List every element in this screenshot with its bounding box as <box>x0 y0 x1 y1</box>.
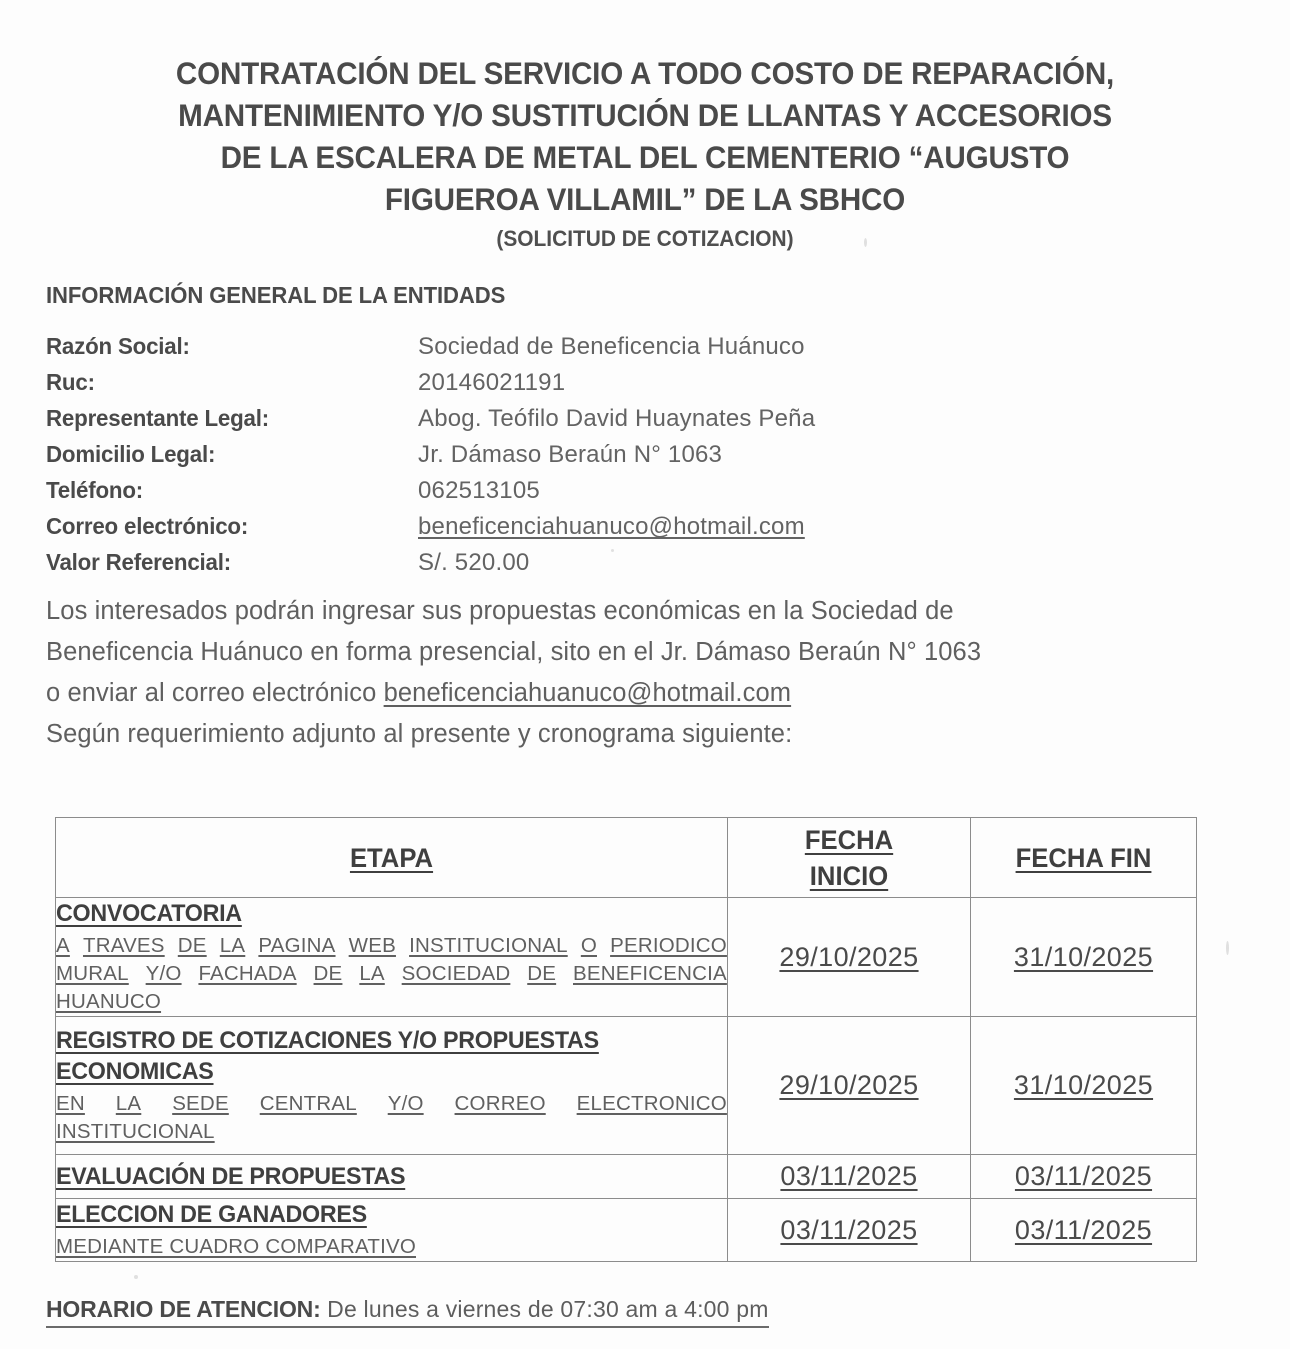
info-row-correo-electronico <box>46 513 1290 549</box>
cell-fecha-fin-convocatoria <box>971 898 1197 1017</box>
date-value: 03/11/2025 <box>780 1161 918 1191</box>
column-header-etapa-label: ETAPA <box>349 842 434 873</box>
info-label-razon-social: Razón Social: <box>46 333 190 359</box>
date-value: 29/10/2025 <box>779 941 919 972</box>
date-value: 03/11/2025 <box>780 1214 918 1245</box>
info-value-telefono: 062513105 <box>418 477 540 504</box>
date-value: 03/11/2025 <box>1014 1214 1153 1245</box>
info-label-correo-electronico: Correo electrónico: <box>46 513 249 539</box>
info-row-razon-social <box>46 333 1290 369</box>
paragraph-line-1: Los interesados podrán ingresar sus propuestas económicas en la Sociedad de <box>46 597 954 625</box>
info-row-representante-legal <box>46 405 1290 441</box>
column-header-fecha-fin <box>971 818 1197 898</box>
schedule-table-head <box>56 818 1197 898</box>
info-label-domicilio-legal: Domicilio Legal: <box>46 441 216 467</box>
table-header-row <box>56 818 1197 898</box>
etapa-subtext-eleccion <box>56 1233 727 1261</box>
etapa-title-eleccion <box>56 1199 693 1230</box>
info-value-ruc: 20146021191 <box>418 369 566 396</box>
date-value: 31/10/2025 <box>1013 941 1154 972</box>
info-value-domicilio-legal: Jr. Dámaso Beraún N° 1063 <box>418 441 723 468</box>
etapa-subtext-line-2: INSTITUCIONAL <box>56 1120 215 1143</box>
title-line-2: MANTENIMIENTO Y/O SUSTITUCIÓN DE LLANTAS Y ACCESORIOS <box>178 97 1112 133</box>
date-value: 03/11/2025 <box>1014 1161 1153 1191</box>
table-row <box>56 898 1197 1017</box>
entity-info-grid <box>46 333 1290 585</box>
etapa-title-convocatoria <box>56 898 693 929</box>
info-label-telefono: Teléfono: <box>46 477 143 503</box>
cell-fecha-fin-eleccion <box>971 1199 1197 1262</box>
horario-de-atencion <box>46 1296 769 1328</box>
cell-fecha-inicio-registro <box>728 1017 971 1155</box>
date-value: 31/10/2025 <box>1013 1070 1154 1100</box>
etapa-subtext-convocatoria <box>56 932 727 1016</box>
table-row <box>56 1155 1197 1199</box>
date-value: 29/10/2025 <box>779 1070 919 1100</box>
table-row <box>56 1199 1197 1262</box>
column-header-etapa <box>56 818 728 898</box>
etapa-title-registro <box>56 1025 693 1056</box>
schedule-table <box>55 817 1197 1262</box>
etapa-title-registro-line2-text: ECONOMICAS <box>56 1058 214 1085</box>
etapa-title-eleccion-text: ELECCION DE GANADORES <box>56 1201 367 1228</box>
cell-fecha-inicio-eleccion <box>728 1199 971 1262</box>
scan-speckle <box>611 549 614 552</box>
etapa-subtext-line-2: MURAL Y/O FACHADA DE LA SOCIEDAD DE BENEFICENCIA <box>56 962 727 985</box>
etapa-title-registro-line2 <box>56 1056 693 1087</box>
info-value-valor-referencial: S/. 520.00 <box>418 549 530 576</box>
etapa-title-convocatoria-text: CONVOCATORIA <box>56 900 242 927</box>
scan-speckle <box>134 1275 138 1279</box>
etapa-subtext-line-1: EN LA SEDE CENTRAL Y/O CORREO ELECTRONICO <box>56 1092 727 1115</box>
cell-etapa-registro <box>56 1017 728 1155</box>
column-header-fecha-inicio-line2: INICIO <box>809 860 889 891</box>
cell-fecha-fin-registro <box>971 1017 1197 1155</box>
scan-speckle <box>864 238 867 247</box>
info-value-razon-social: Sociedad de Beneficencia Huánuco <box>418 333 805 360</box>
cell-fecha-inicio-convocatoria <box>728 898 971 1017</box>
table-row <box>56 1017 1197 1155</box>
cell-etapa-eleccion <box>56 1199 728 1262</box>
column-header-fecha-fin-label: FECHA FIN <box>1015 842 1152 873</box>
etapa-subtext-registro <box>56 1090 727 1146</box>
info-row-domicilio-legal <box>46 441 1290 477</box>
etapa-title-registro-text: REGISTRO DE COTIZACIONES Y/O PROPUESTAS <box>56 1027 599 1054</box>
paragraph-email-link[interactable]: beneficenciahuanuco@hotmail.com <box>383 679 792 707</box>
info-row-valor-referencial <box>46 549 1290 585</box>
column-header-fecha-inicio-line1: FECHA <box>804 824 894 855</box>
schedule-table-body <box>56 898 1197 1262</box>
cell-fecha-fin-evaluacion <box>971 1155 1197 1199</box>
info-row-ruc <box>46 369 1290 405</box>
cell-etapa-evaluacion <box>56 1155 728 1199</box>
schedule-table-wrapper <box>55 817 1196 1262</box>
horario-label: HORARIO DE ATENCION: <box>46 1296 321 1322</box>
document-subtitle: (SOLICITUD DE COTIZACION) <box>496 226 794 251</box>
title-line-1: CONTRATACIÓN DEL SERVICIO A TODO COSTO DE REPARACIÓN, <box>175 55 1115 91</box>
info-label-representante-legal: Representante Legal: <box>46 405 270 431</box>
horario-value: De lunes a viernes de 07:30 am a 4:00 pm <box>320 1296 769 1322</box>
etapa-subtext-line-1: MEDIANTE CUADRO COMPARATIVO <box>56 1235 416 1258</box>
cell-fecha-inicio-evaluacion <box>728 1155 971 1199</box>
info-label-ruc: Ruc: <box>46 369 95 395</box>
paragraph-line-3-text: o enviar al correo electrónico <box>46 679 384 707</box>
column-header-fecha-inicio <box>728 818 971 898</box>
section-heading-entity-info: INFORMACIÓN GENERAL DE LA ENTIDADS <box>46 282 506 308</box>
etapa-title-evaluacion <box>56 1161 693 1192</box>
paragraph-line-3 <box>46 673 1244 714</box>
info-value-correo-electronico[interactable]: beneficenciahuanuco@hotmail.com <box>418 513 805 540</box>
title-line-4: FIGUEROA VILLAMIL” DE LA SBHCO <box>384 181 906 217</box>
etapa-title-evaluacion-text: EVALUACIÓN DE PROPUESTAS <box>56 1163 406 1190</box>
etapa-subtext-line-3: HUANUCO <box>56 990 162 1013</box>
paragraph-line-4: Según requerimiento adjunto al presente y cronograma siguiente: <box>46 720 793 748</box>
paragraph-line-2: Beneficencia Huánuco en forma presencial, sito en el Jr. Dámaso Beraún N° 1063 <box>46 638 982 666</box>
document-title-block <box>0 0 1290 256</box>
scan-speckle <box>1226 941 1229 955</box>
info-label-valor-referencial: Valor Referencial: <box>46 549 231 575</box>
info-value-representante-legal: Abog. Teófilo David Huaynates Peña <box>418 405 816 432</box>
etapa-subtext-line-1: A TRAVES DE LA PAGINA WEB INSTITUCIONAL O PERIODICO <box>56 934 727 957</box>
info-row-telefono <box>46 477 1290 513</box>
cell-etapa-convocatoria <box>56 898 728 1017</box>
title-line-3: DE LA ESCALERA DE METAL DEL CEMENTERIO “AUGUSTO <box>220 139 1070 175</box>
intro-paragraph <box>46 591 1244 755</box>
